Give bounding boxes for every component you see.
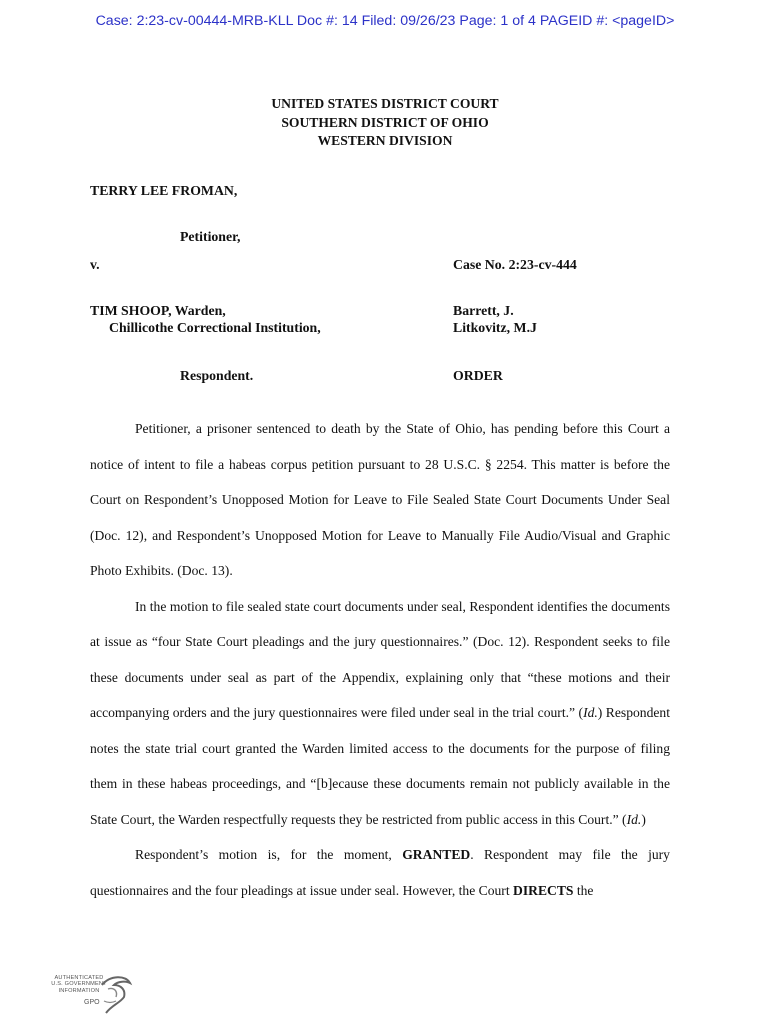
- versus: v.: [90, 257, 100, 272]
- magistrate-judge: Litkovitz, M.J: [453, 320, 537, 335]
- paragraph-3: Respondent’s motion is, for the moment, GRANTED. Respondent may file the jury questionnaires and the four pleadings at issue under seal. However, the Court DIRECTS the: [90, 847, 670, 898]
- granted-emphasis: GRANTED: [402, 847, 471, 862]
- document-title: ORDER: [453, 368, 503, 383]
- court-district: SOUTHERN DISTRICT OF OHIO: [281, 114, 489, 130]
- directs-emphasis: DIRECTS: [513, 882, 574, 898]
- seal-gpo-text: GPO: [84, 999, 100, 1006]
- id-citation: Id.: [626, 811, 642, 827]
- paragraph-2: In the motion to file sealed state court documents under seal, Respondent identifies the documents at issue as “four State Court pleadings and the jury questionnaires.” (Doc. 12). Respondent seeks to file these documents under seal as part of the Appendix, explaining only that “these motions and their accompanying orders and the jury questionnaires were filed under seal in the trial court.” (Id.) Respondent notes the state trial court granted the Warden limited access to the documents for the purpose of filing them in these habeas proceedings, and “[b]ecause these documents remain not publicly available in the State Court, the Warden respectfully requests they be restricted from public access in this Court.” (Id.): [90, 598, 670, 827]
- paragraph-1: Petitioner, a prisoner sentenced to death by the State of Ohio, has pending before this Court a notice of intent to file a habeas corpus petition pursuant to 28 U.S.C. § 2254. This matter is before the Court on Respondent’s Unopposed Motion for Leave to File Sealed State Court Documents Under Seal (Doc. 12), and Respondent’s Unopposed Motion for Leave to Manually File Audio/Visual and Graphic Photo Exhibits. (Doc. 13).: [90, 421, 670, 578]
- id-citation: Id.: [583, 705, 598, 720]
- petitioner-role: Petitioner,: [180, 229, 241, 244]
- petitioner-name: TERRY LEE FROMAN,: [90, 183, 238, 198]
- seal-text: AUTHENTICATED U.S. GOVERNMENT INFORMATION: [51, 975, 107, 994]
- respondent-institution: Chillicothe Correctional Institution,: [109, 320, 321, 335]
- gpo-authentication-seal: [44, 973, 134, 1019]
- court-division: WESTERN DIVISION: [317, 133, 453, 149]
- case-number: Case No. 2:23-cv-444: [453, 257, 577, 272]
- court-caption-heading: [0, 95, 770, 151]
- order-body: [90, 411, 670, 908]
- filing-header: Case: 2:23-cv-00444-MRB-KLL Doc #: 14 Filed: 09/26/23 Page: 1 of 4 PAGEID #: <pageID>: [95, 13, 675, 29]
- respondent-name: TIM SHOOP, Warden,: [90, 303, 226, 318]
- respondent-role: Respondent.: [180, 368, 254, 383]
- district-judge: Barrett, J.: [453, 303, 514, 318]
- court-name: UNITED STATES DISTRICT COURT: [271, 96, 499, 111]
- eagle-icon: [96, 973, 136, 1019]
